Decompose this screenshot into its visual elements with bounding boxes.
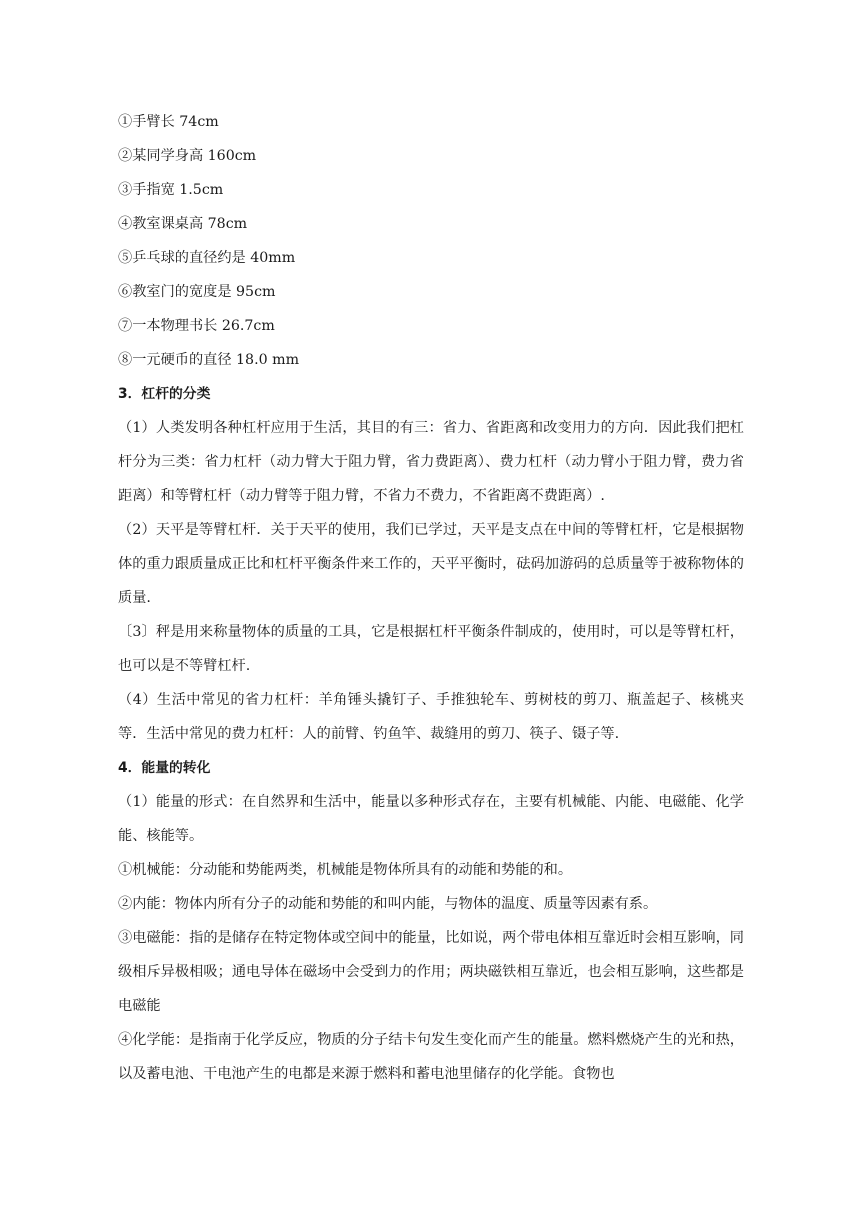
energy-item-electromagnetic: ③电磁能：指的是储存在特定物体或空间中的能量，比如说，两个带电体相互靠近时会相互影响，同级相斥异极相吸；通电导体在磁场中会受到力的作用；两块磁铁相互靠近，也会相互影响，这些都是电磁能	[118, 930, 744, 1014]
energy-item-chemical: ④化学能：是指南于化学反应，物质的分子结卡句发生变化而产生的能量。燃料燃烧产生的光和热，以及蓄电池、干电池产生的电都是来源于燃料和蓄电池里储存的化学能。食物也	[118, 1032, 744, 1082]
energy-item-mechanical: ①机械能：分动能和势能两类，机械能是物体所具有的动能和势能的和。	[118, 862, 573, 878]
measure-item-6: ⑥教室门的宽度是 95cm	[118, 284, 276, 300]
lever-paragraph-4: （4）生活中常见的省力杠杆：羊角锤头撬钉子、手推独轮车、剪树枝的剪刀、瓶盖起子、核桃夹等．生活中常见的费力杠杆：人的前臂、钓鱼竿、裁缝用的剪刀、筷子、镊子等.	[118, 692, 744, 742]
measure-item-4: ④教室课桌高 78cm	[118, 216, 248, 232]
measure-item-2: ②某同学身高 160cm	[118, 148, 257, 164]
section-heading-lever-classification: 3．杠杆的分类	[118, 386, 211, 402]
measure-item-7: ⑦一本物理书长 26.7cm	[118, 318, 275, 334]
lever-paragraph-3: 〔3〕秤是用来称量物体的质量的工具，它是根据杠杆平衡条件制成的，使用时，可以是等臂杠杆，也可以是不等臂杠杆.	[118, 624, 744, 674]
measure-item-3: ③手指宽 1.5cm	[118, 182, 224, 198]
measure-item-1: ①手臂长 74cm	[118, 114, 219, 130]
lever-paragraph-2: （2）天平是等臂杠杆．关于天平的使用，我们已学过，天平是支点在中间的等臂杠杆，它是根据物体的重力跟质量成正比和杠杆平衡条件来工作的，天平平衡时，砝码加游码的总质量等于被称物体的质量.	[118, 522, 744, 606]
section-heading-energy-conversion: 4．能量的转化	[118, 760, 211, 776]
energy-paragraph-1: （1）能量的形式：在自然界和生活中，能量以多种形式存在，主要有机械能、内能、电磁能、化学能、核能等。	[118, 794, 744, 844]
measure-item-8: ⑧一元硬币的直径 18.0 mm	[118, 352, 300, 368]
document-page	[118, 105, 744, 1091]
energy-item-internal: ②内能：物体内所有分子的动能和势能的和叫内能，与物体的温度、质量等因素有系。	[118, 896, 658, 912]
lever-paragraph-1: （1）人类发明各种杠杆应用于生活，其目的有三：省力、省距离和改变用力的方向．因此我们把杠杆分为三类：省力杠杆（动力臂大于阻力臂，省力费距离）、费力杠杆（动力臂小于阻力臂，费力省距离）和等臂杠杆（动力臂等于阻力臂，不省力不费力，不省距离不费距离）.	[118, 420, 744, 504]
measure-item-5: ⑤乒乓球的直径约是 40mm	[118, 250, 296, 266]
